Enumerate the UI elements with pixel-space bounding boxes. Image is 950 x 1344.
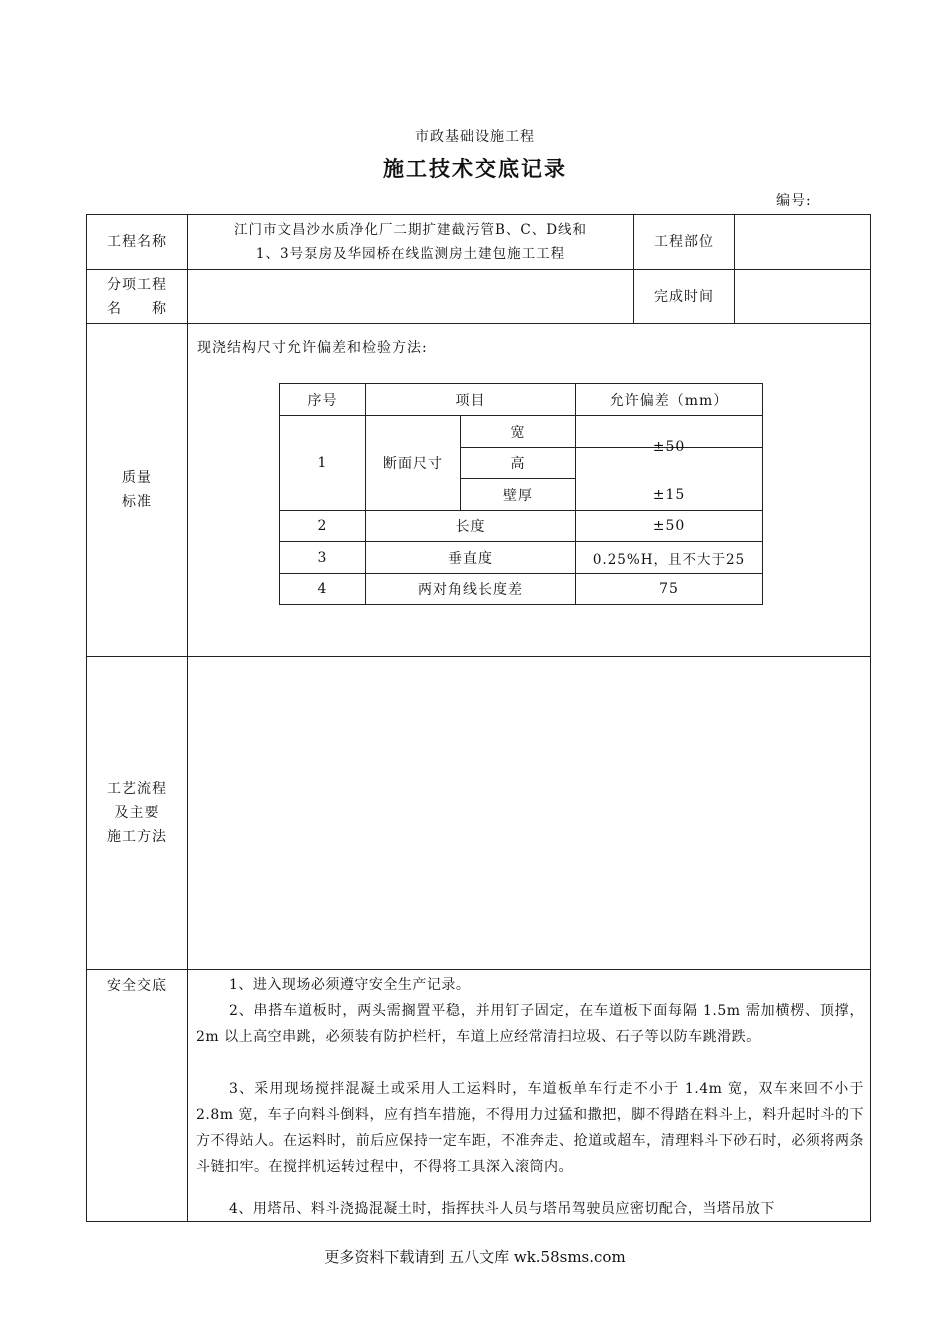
row1-width-height-tolerance: ±50 <box>652 439 686 455</box>
row1-sub-wall: 壁厚 <box>503 487 533 504</box>
safety-paragraph: 3、采用现场搅拌混凝土或采用人工运料时，车道板单车行走不小于 1.4m 宽，双车来回不小于 2.8m 宽，车子向料斗倒料，应有挡车措施，不得用力过猛和撒把，脚不得踏在料斗上，料升起时斗的下方不得站人。在运料时，前后应保持一定车距，不准奔走、抢道或超车，清理料斗下砂石时，必须将两条斗链扣牢。在搅拌机运转过程中，不得将工具深入滚筒内。 <box>196 1081 864 1175</box>
tolerance-table <box>279 383 763 605</box>
document-title: 施工技术交底记录 <box>383 156 567 181</box>
subproject-label-line1: 分项工程 <box>107 276 167 293</box>
subproject-name-value <box>188 270 633 323</box>
row3-no: 3 <box>317 549 328 566</box>
row4-item: 两对角线长度差 <box>418 582 523 598</box>
subproject-name-label <box>87 270 187 323</box>
safety-paragraph: 4、用塔吊、料斗浇捣混凝土时，指挥扶斗人员与塔吊驾驶员应密切配合，当塔吊放下 <box>229 1201 775 1217</box>
row2-tolerance: ±50 <box>652 518 686 534</box>
quality-intro-text: 现浇结构尺寸允许偏差和检验方法: <box>197 340 428 356</box>
safety-paragraph: 2、串搭车道板时，两头需搁置平稳，并用钉子固定，在车道板下面每隔 1.5m 需加横楞、顶撑，2m 以上高空串跳，必须装有防护栏杆，车道上应经常清扫垃圾、石子等以防车跳滑跌。 <box>196 1003 864 1045</box>
project-name-value <box>188 215 633 269</box>
project-part-value <box>735 215 870 269</box>
row4-tolerance: 75 <box>659 581 679 597</box>
row1-item: 断面尺寸 <box>383 456 443 472</box>
row2-item: 长度 <box>455 519 486 535</box>
process-label-line3: 施工方法 <box>107 829 167 845</box>
completion-time-label: 完成时间 <box>654 288 714 305</box>
row-divider <box>87 323 870 324</box>
row-divider <box>87 656 870 657</box>
document-subtitle: 市政基础设施工程 <box>415 129 535 145</box>
project-part-label: 工程部位 <box>654 234 714 250</box>
project-name-line1: 江门市文昌沙水质净化厂二期扩建截污管B、C、D线和 <box>233 222 588 238</box>
row2-no: 2 <box>317 518 328 534</box>
completion-time-value <box>735 270 870 323</box>
project-name-line2: 1、3号泵房及华园桥在线监测房土建包施工工程 <box>255 246 566 262</box>
quality-standard-label <box>87 324 187 656</box>
footer-text: 更多资料下载请到 五八文库 wk.58sms.com <box>324 1248 626 1266</box>
header-tolerance: 允许偏差（mm） <box>609 392 729 409</box>
quality-label-line1: 质量 <box>122 470 152 486</box>
process-label-line1: 工艺流程 <box>107 781 167 797</box>
row-divider <box>87 969 870 970</box>
row3-item: 垂直度 <box>448 550 493 567</box>
doc-number-label: 编号: <box>776 193 812 209</box>
process-label-line2: 及主要 <box>114 805 160 821</box>
header-item: 项目 <box>455 392 486 409</box>
row1-wall-tolerance: ±15 <box>652 486 686 503</box>
header-no: 序号 <box>307 392 338 409</box>
row4-no: 4 <box>317 581 328 597</box>
quality-label-line2: 标准 <box>122 494 152 510</box>
row1-no: 1 <box>317 455 328 471</box>
row3-tolerance: 0.25%H，且不大于25 <box>592 551 746 568</box>
process-method-label <box>87 657 187 969</box>
row1-sub-width: 宽 <box>510 424 526 441</box>
form-frame <box>86 214 871 1222</box>
subproject-label-line2: 名 称 <box>107 300 167 317</box>
safety-briefing-label: 安全交底 <box>107 978 167 994</box>
project-name-label: 工程名称 <box>107 234 167 250</box>
col-divider <box>187 215 188 1221</box>
row1-sub-height: 高 <box>510 456 526 472</box>
safety-paragraph: 1、进入现场必须遵守安全生产记录。 <box>229 977 471 993</box>
